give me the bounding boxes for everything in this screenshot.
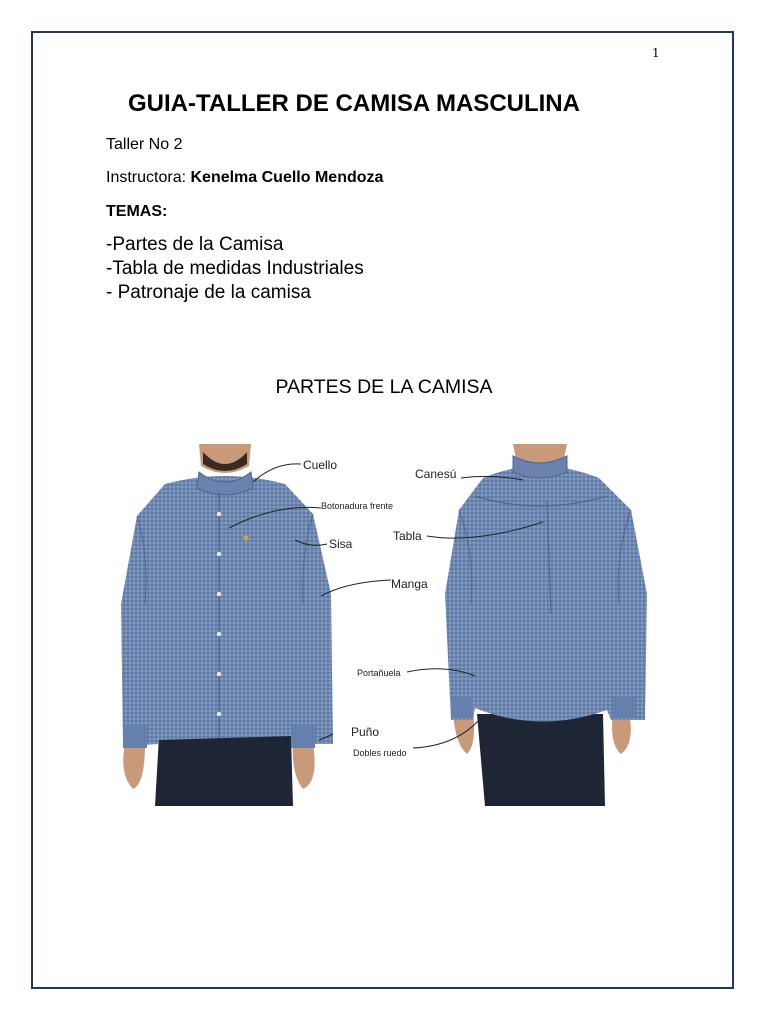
label-canesu: Canesú: [415, 467, 457, 481]
section-title: PARTES DE LA CAMISA: [275, 376, 493, 398]
label-cuello: Cuello: [303, 458, 338, 472]
back-shirt: [445, 444, 647, 806]
instructor-line: [106, 169, 383, 187]
instructor-name: Kenelma Cuello Mendoza: [190, 169, 384, 186]
label-manga: Manga: [391, 577, 428, 591]
page-number: 1: [652, 46, 660, 60]
label-puno: Puño: [351, 725, 380, 739]
shirt-parts-figure: [115, 444, 660, 806]
front-shirt: [121, 444, 333, 806]
temas-heading: TEMAS:: [106, 203, 168, 220]
instructor-prefix: Instructora:: [106, 169, 191, 186]
label-botonadura: Botonadura frente: [321, 501, 394, 511]
label-dobles-ruedo: Dobles ruedo: [353, 748, 407, 758]
topic-item: -Partes de la Camisa: [106, 234, 284, 255]
topic-item: -Tabla de medidas Industriales: [106, 258, 364, 279]
label-sisa: Sisa: [329, 537, 353, 551]
taller-line: Taller No 2: [106, 136, 183, 153]
label-portanuela: Portañuela: [357, 668, 401, 678]
document-title: GUIA-TALLER DE CAMISA MASCULINA: [128, 90, 580, 117]
topic-item: - Patronaje de la camisa: [106, 282, 311, 303]
label-tabla: Tabla: [393, 529, 422, 543]
